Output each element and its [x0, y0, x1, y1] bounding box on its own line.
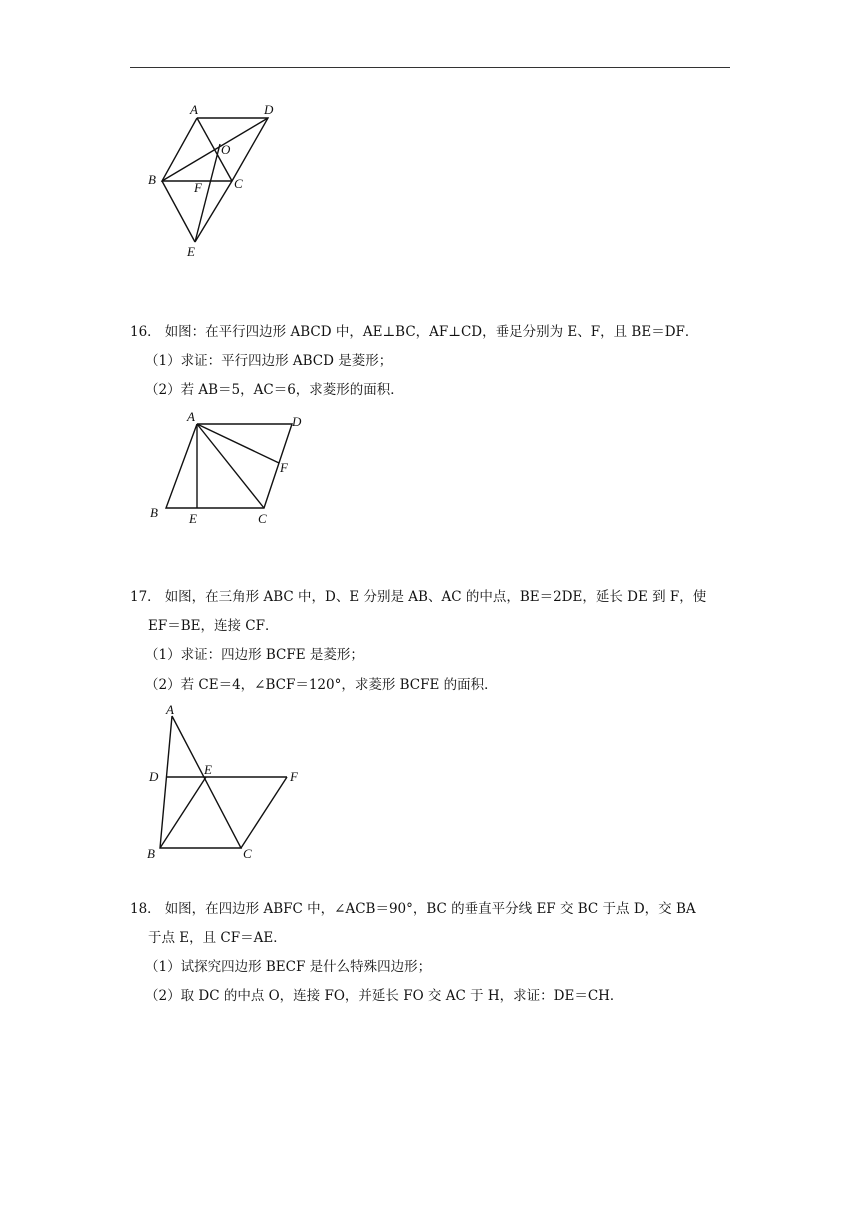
q16-stem-line	[130, 322, 698, 342]
label-f: F	[290, 769, 298, 784]
q18-number: 18．	[130, 901, 161, 917]
q18-stem1: 如图，在四边形 ABFC 中，∠ACB＝90°，BC 的垂直平分线 EF 交 BC 于点 D，交 BA	[164, 901, 696, 917]
q17-stem1: 如图，在三角形 ABC 中，D、E 分别是 AB、AC 的中点，BE＝2DE，延长 DE 到 F，使	[164, 589, 707, 605]
label-e: E	[187, 244, 195, 259]
label-d: D	[149, 769, 159, 784]
segment-fc	[241, 777, 287, 848]
label-f: F	[280, 460, 288, 475]
figure-q16	[140, 402, 320, 532]
q17-part1: （1）求证：四边形 BCFE 是菱形；	[145, 647, 364, 663]
label-b: B	[147, 846, 155, 861]
diagonal-ac	[197, 424, 264, 508]
q16-stem: 如图：在平行四边形 ABCD 中，AE⊥BC，AF⊥CD，垂足分别为 E、F，且 BE＝DF．	[164, 324, 699, 340]
label-a: A	[187, 409, 195, 424]
label-c: C	[234, 176, 243, 191]
q18-stem2: 于点 E，且 CF＝AE．	[148, 930, 287, 946]
q18-stem-line1	[130, 899, 696, 919]
q18-part1: （1）试探究四边形 BECF 是什么特殊四边形；	[145, 959, 432, 975]
segment-be	[162, 181, 195, 242]
figure-q15	[140, 96, 290, 266]
q18-part2: （2）取 DC 的中点 O，连接 FO，并延长 FO 交 AC 于 H，求证：DE＝CH．	[145, 988, 624, 1004]
label-e: E	[189, 511, 197, 526]
label-a: A	[166, 702, 174, 717]
label-o: O	[221, 142, 231, 157]
label-c: C	[258, 511, 267, 526]
figure-q17	[140, 700, 320, 865]
altitude-af	[197, 424, 279, 463]
q17-stem-line1	[130, 587, 706, 607]
diagonal-bd	[162, 118, 268, 181]
q16-part2: （2）若 AB＝5，AC＝6，求菱形的面积．	[145, 382, 404, 398]
q16-number: 16．	[130, 324, 161, 340]
segment-be	[160, 777, 206, 848]
header-rule	[130, 67, 730, 68]
label-b: B	[150, 505, 158, 520]
label-e: E	[204, 762, 212, 777]
label-d: D	[292, 414, 302, 429]
label-b: B	[148, 172, 156, 187]
q17-stem2: EF＝BE，连接 CF．	[148, 618, 279, 634]
label-f: F	[194, 180, 202, 195]
q17-part2: （2）若 CE＝4，∠BCF＝120°，求菱形 BCFE 的面积．	[145, 677, 498, 693]
parallelogram-abcd	[166, 424, 292, 508]
q16-part1: （1）求证：平行四边形 ABCD 是菱形；	[145, 353, 393, 369]
q17-number: 17．	[130, 589, 161, 605]
label-d: D	[264, 102, 274, 117]
label-c: C	[243, 846, 252, 861]
label-a: A	[190, 102, 198, 117]
